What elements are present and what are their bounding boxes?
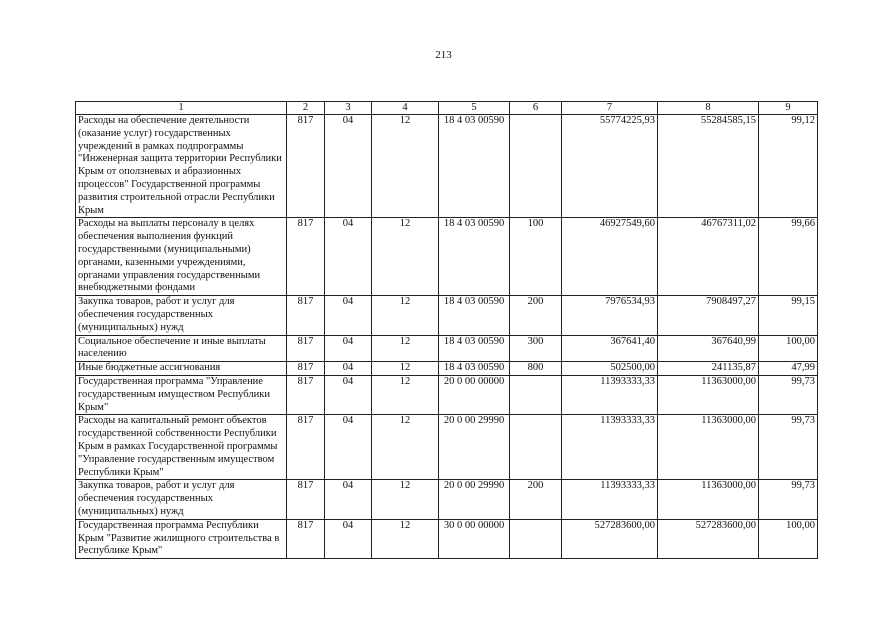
col-header-5: 5: [439, 102, 510, 115]
col-header-1: 1: [76, 102, 287, 115]
row-code-5: 20 0 00 29990: [439, 480, 510, 519]
row-code-3: 04: [325, 375, 372, 414]
row-code-6: 300: [510, 335, 562, 362]
row-code-3: 04: [325, 362, 372, 376]
table-row: [76, 218, 818, 296]
row-code-4: 12: [372, 480, 439, 519]
row-code-4: 12: [372, 415, 439, 480]
row-name: Социальное обеспечение и иные выплаты населению: [76, 335, 287, 362]
row-percent: 100,00: [759, 519, 818, 558]
row-plan-amount: 7976534,93: [562, 296, 658, 335]
row-code-4: 12: [372, 115, 439, 218]
row-percent: 99,73: [759, 480, 818, 519]
row-plan-amount: 11393333,33: [562, 480, 658, 519]
budget-table: [75, 101, 818, 559]
row-code-6: 200: [510, 480, 562, 519]
row-percent: 99,15: [759, 296, 818, 335]
col-header-6: 6: [510, 102, 562, 115]
row-code-2: 817: [287, 296, 325, 335]
row-code-3: 04: [325, 480, 372, 519]
row-code-3: 04: [325, 335, 372, 362]
row-plan-amount: 367641,40: [562, 335, 658, 362]
table-row: [76, 335, 818, 362]
table-row: [76, 415, 818, 480]
page-number: 213: [435, 49, 452, 61]
table-row: [76, 296, 818, 335]
row-percent: 99,73: [759, 375, 818, 414]
row-code-4: 12: [372, 519, 439, 558]
row-plan-amount: 55774225,93: [562, 115, 658, 218]
row-plan-amount: 11393333,33: [562, 415, 658, 480]
row-name: Расходы на обеспечение деятельности (оказание услуг) государственных учреждений в рамках подпрограммы "Инженерная защита территории Республики Крым от оползневых и абразионных процессов" Государственной программы развития строительной отрасли Республики Крым: [76, 115, 287, 218]
table-row: [76, 115, 818, 218]
row-code-6: [510, 115, 562, 218]
table-row: [76, 375, 818, 414]
row-code-3: 04: [325, 115, 372, 218]
col-header-8: 8: [658, 102, 759, 115]
row-code-5: 30 0 00 00000: [439, 519, 510, 558]
row-actual-amount: 11363000,00: [658, 480, 759, 519]
row-code-5: 20 0 00 29990: [439, 415, 510, 480]
row-code-2: 817: [287, 362, 325, 376]
row-name: Государственная программа Республики Крым "Развитие жилищного строительства в Республике Крым": [76, 519, 287, 558]
row-actual-amount: 241135,87: [658, 362, 759, 376]
row-name: Расходы на капитальный ремонт объектов государственной собственности Республики Крым в рамках Государственной программы "Управление государственным имуществом Республики Крым": [76, 415, 287, 480]
row-plan-amount: 502500,00: [562, 362, 658, 376]
row-percent: 99,12: [759, 115, 818, 218]
row-code-6: 800: [510, 362, 562, 376]
row-code-2: 817: [287, 415, 325, 480]
row-code-3: 04: [325, 519, 372, 558]
row-name: Государственная программа "Управление государственным имуществом Республики Крым": [76, 375, 287, 414]
row-actual-amount: 55284585,15: [658, 115, 759, 218]
row-plan-amount: 46927549,60: [562, 218, 658, 296]
col-header-4: 4: [372, 102, 439, 115]
row-actual-amount: 527283600,00: [658, 519, 759, 558]
table-row: [76, 519, 818, 558]
row-code-4: 12: [372, 362, 439, 376]
row-name: Закупка товаров, работ и услуг для обеспечения государственных (муниципальных) нужд: [76, 480, 287, 519]
row-plan-amount: 527283600,00: [562, 519, 658, 558]
row-actual-amount: 367640,99: [658, 335, 759, 362]
row-code-3: 04: [325, 296, 372, 335]
row-name: Расходы на выплаты персоналу в целях обеспечения выполнения функций государственными (муниципальными) органами, казенными учреждениями, органами управления государственными внебюджетными фондами: [76, 218, 287, 296]
row-code-6: 100: [510, 218, 562, 296]
row-code-4: 12: [372, 335, 439, 362]
row-percent: 100,00: [759, 335, 818, 362]
row-code-5: 18 4 03 00590: [439, 218, 510, 296]
row-code-2: 817: [287, 218, 325, 296]
header-row: [76, 102, 818, 115]
row-code-2: 817: [287, 519, 325, 558]
row-name: Иные бюджетные ассигнования: [76, 362, 287, 376]
row-actual-amount: 11363000,00: [658, 415, 759, 480]
row-code-6: [510, 415, 562, 480]
row-code-4: 12: [372, 218, 439, 296]
row-percent: 47,99: [759, 362, 818, 376]
row-code-2: 817: [287, 115, 325, 218]
col-header-2: 2: [287, 102, 325, 115]
row-code-4: 12: [372, 296, 439, 335]
row-code-6: 200: [510, 296, 562, 335]
row-code-3: 04: [325, 415, 372, 480]
row-code-3: 04: [325, 218, 372, 296]
row-code-6: [510, 375, 562, 414]
row-code-5: 18 4 03 00590: [439, 335, 510, 362]
row-actual-amount: 11363000,00: [658, 375, 759, 414]
row-code-5: 18 4 03 00590: [439, 296, 510, 335]
row-code-2: 817: [287, 480, 325, 519]
row-actual-amount: 7908497,27: [658, 296, 759, 335]
row-code-5: 20 0 00 00000: [439, 375, 510, 414]
row-code-6: [510, 519, 562, 558]
row-actual-amount: 46767311,02: [658, 218, 759, 296]
row-code-5: 18 4 03 00590: [439, 362, 510, 376]
col-header-7: 7: [562, 102, 658, 115]
row-percent: 99,73: [759, 415, 818, 480]
row-code-2: 817: [287, 375, 325, 414]
row-plan-amount: 11393333,33: [562, 375, 658, 414]
row-percent: 99,66: [759, 218, 818, 296]
row-code-4: 12: [372, 375, 439, 414]
col-header-9: 9: [759, 102, 818, 115]
table-row: [76, 480, 818, 519]
col-header-3: 3: [325, 102, 372, 115]
row-code-2: 817: [287, 335, 325, 362]
row-name: Закупка товаров, работ и услуг для обеспечения государственных (муниципальных) нужд: [76, 296, 287, 335]
row-code-5: 18 4 03 00590: [439, 115, 510, 218]
table-row: [76, 362, 818, 376]
